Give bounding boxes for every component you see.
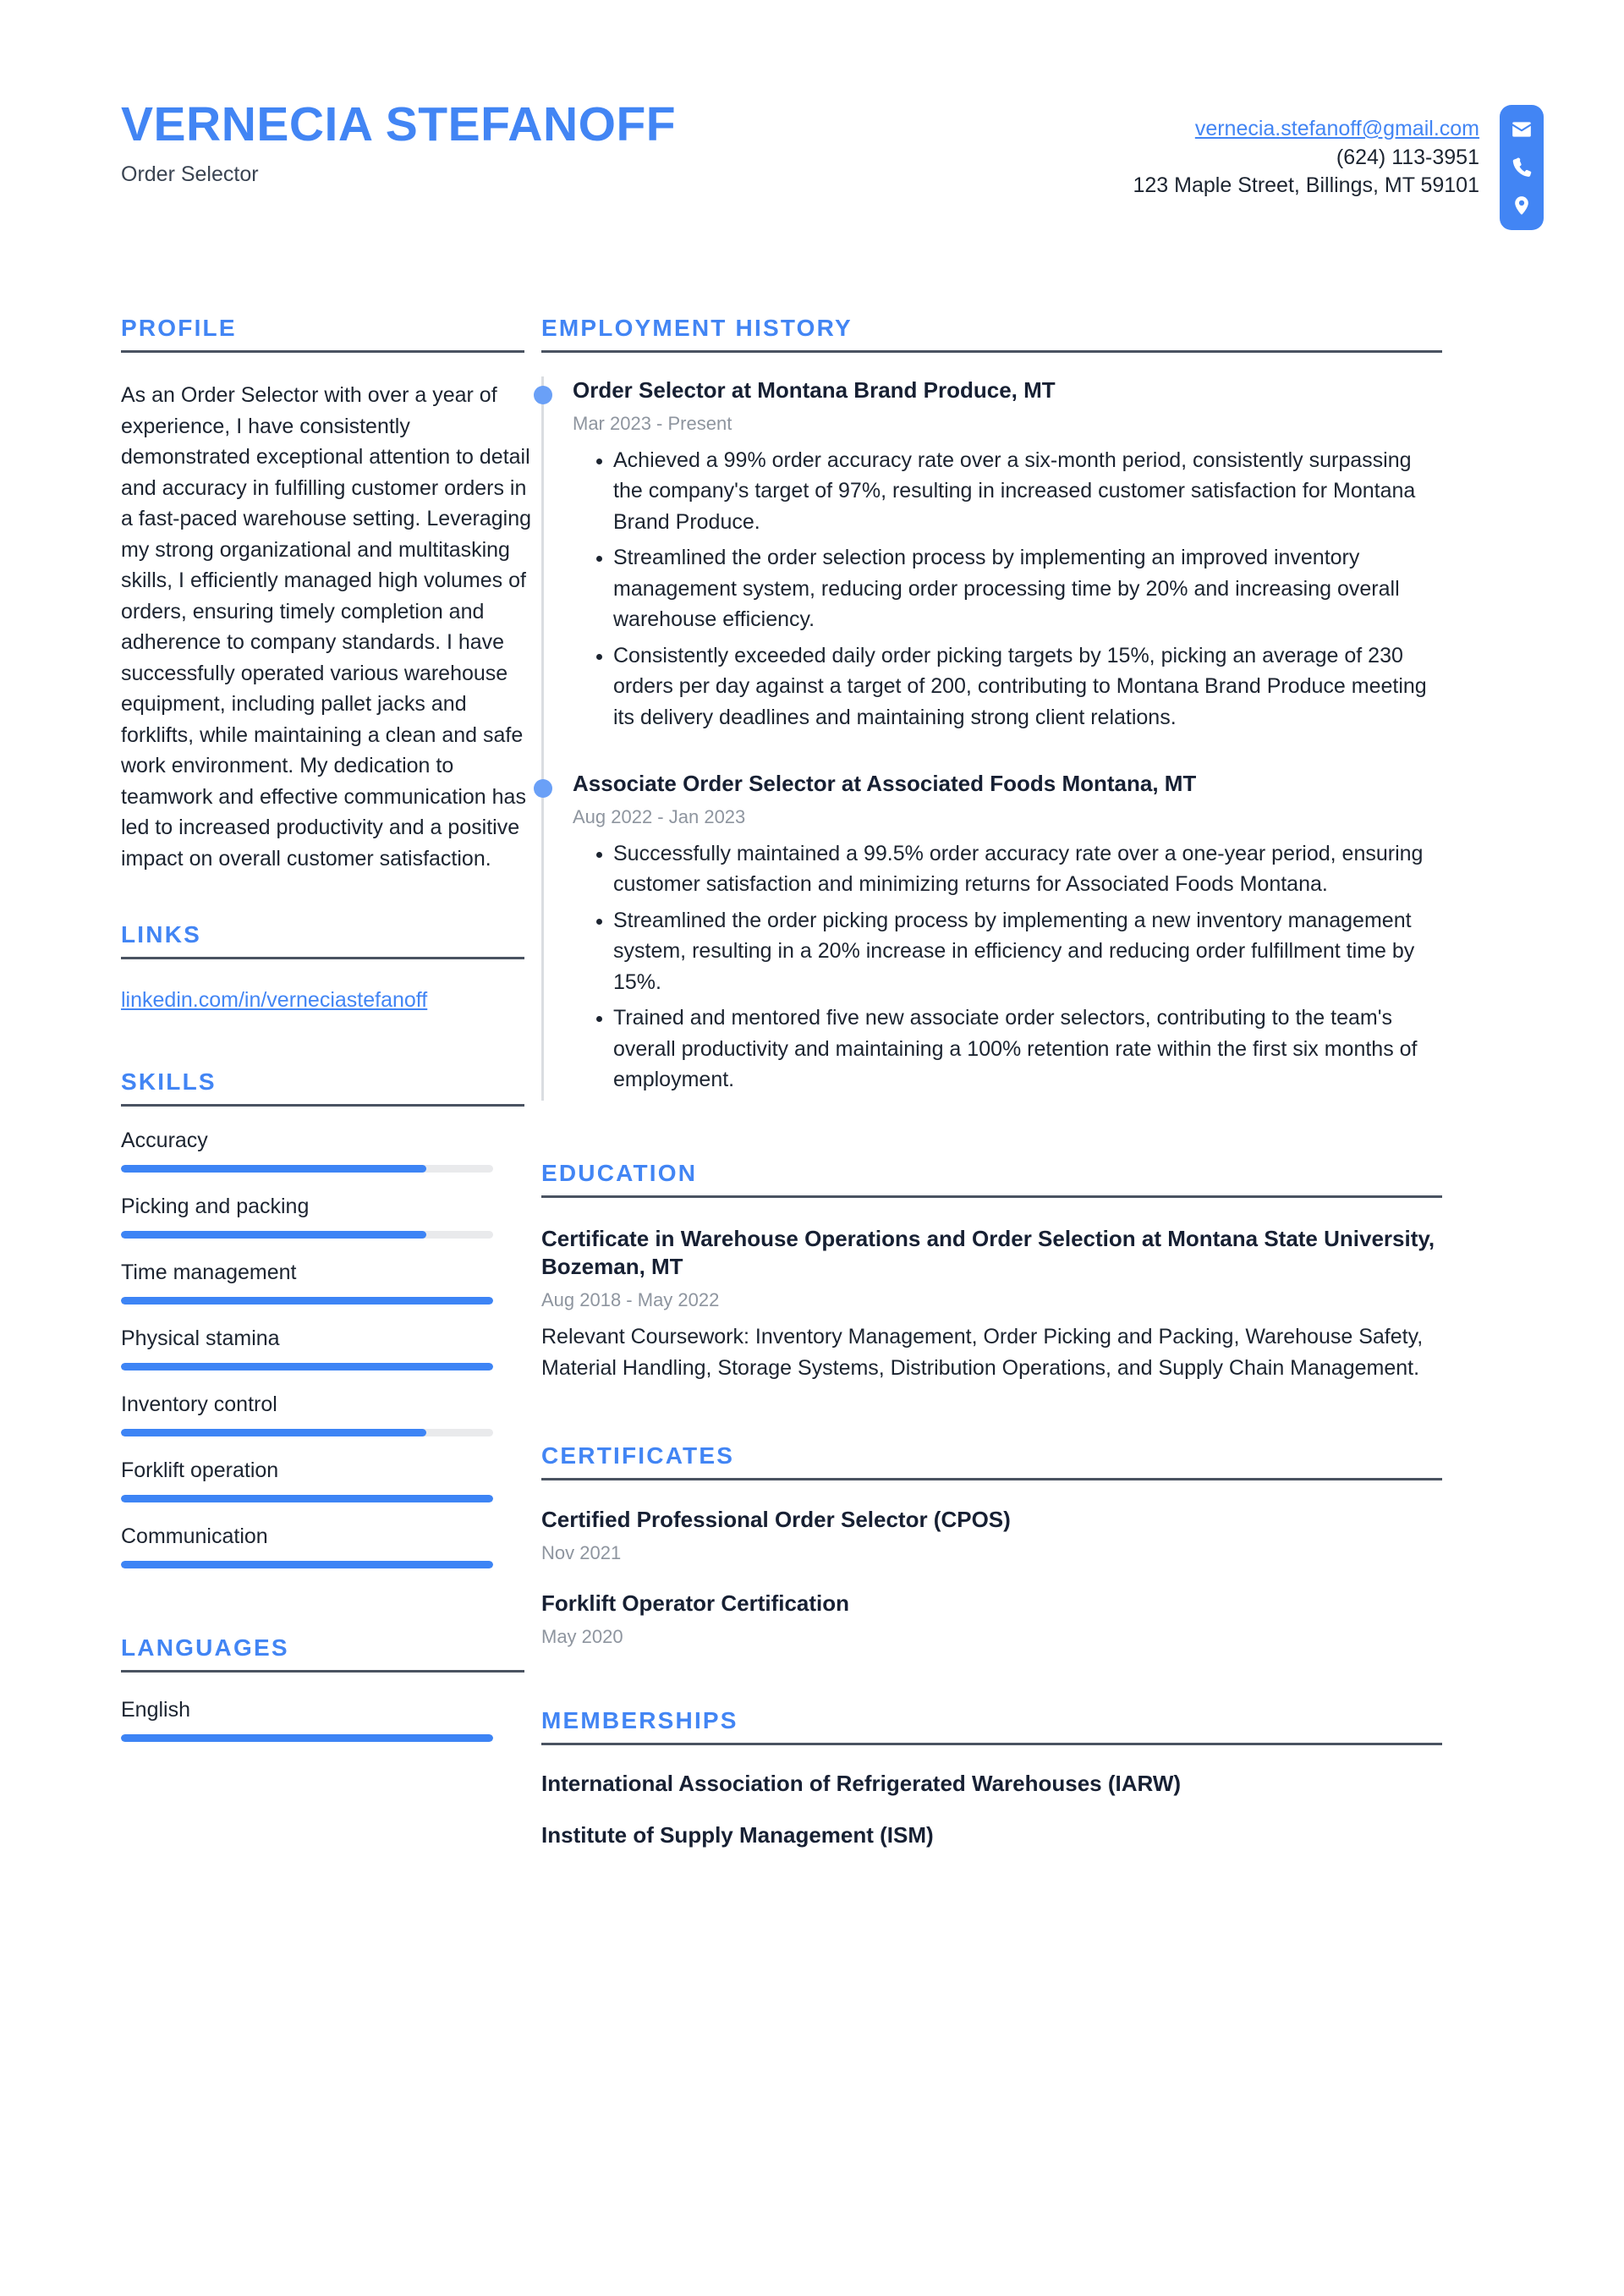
skill-label: Inventory control xyxy=(121,1392,277,1416)
contact-block xyxy=(1133,100,1624,230)
employment-bullets xyxy=(573,838,1442,1096)
location-pin-icon xyxy=(1511,195,1533,217)
level-meter-fill xyxy=(121,1495,493,1502)
level-meter-fill xyxy=(121,1429,426,1436)
section-divider xyxy=(541,1195,1442,1198)
level-meter-track xyxy=(121,1734,493,1742)
phone-text: (624) 113-3951 xyxy=(1336,145,1479,169)
address-text: 123 Maple Street, Billings, MT 59101 xyxy=(1133,173,1479,197)
section-divider xyxy=(541,350,1442,353)
education-date: Aug 2018 - May 2022 xyxy=(541,1289,720,1311)
certificate-date: May 2020 xyxy=(541,1625,623,1647)
certificate-title: Certified Professional Order Selector (CPOS) xyxy=(541,1507,1011,1533)
employment-timeline xyxy=(541,376,1442,1101)
section-divider xyxy=(121,957,524,959)
list-item: • Streamlined the order selection process by implementing an improved inventory management system, reducing order processing time by 20% and increasing overall warehouse efficiency. xyxy=(613,542,1442,635)
list-item: • Achieved a 99% order accuracy rate over a six-month period, consistently surpassing the company's target of 97%, resulting in increased customer satisfaction for Montana Brand Produce. xyxy=(613,445,1442,538)
education-description: Relevant Coursework: Inventory Management, Order Picking and Packing, Warehouse Safety, Material Handling, Storage Systems, Distribution Operations, and Supply Chain Management. xyxy=(541,1325,1424,1380)
memberships-list xyxy=(541,1771,1442,1848)
section-divider xyxy=(121,1104,524,1107)
education-entry xyxy=(541,1225,1442,1384)
employment-section xyxy=(541,315,1442,1101)
skills-section xyxy=(121,1068,524,1568)
resume-body xyxy=(0,230,1624,1848)
list-item xyxy=(121,1129,524,1173)
level-meter-fill xyxy=(121,1231,426,1239)
certificate-title: Forklift Operator Certification xyxy=(541,1590,850,1616)
certificates-list xyxy=(541,1506,1442,1648)
employment-date: Mar 2023 - Present xyxy=(573,412,732,434)
level-meter-track xyxy=(121,1495,493,1502)
employment-entry xyxy=(544,376,1442,738)
languages-heading: LANGUAGES xyxy=(121,1634,289,1661)
list-item xyxy=(121,1261,524,1305)
page-title: VERNECIA STEFANOFF xyxy=(121,97,677,151)
level-meter-fill xyxy=(121,1561,493,1568)
level-meter-fill xyxy=(121,1363,493,1370)
employment-date: Aug 2022 - Jan 2023 xyxy=(573,805,746,827)
skill-label: Time management xyxy=(121,1261,297,1284)
envelope-icon xyxy=(1511,118,1533,140)
list-item: • Trained and mentored five new associate order selectors, contributing to the team's overall productivity and maintaining a 100% retention rate within the first six months of employment. xyxy=(613,1002,1442,1096)
list-item: • Consistently exceeded daily order picking targets by 15%, picking an average of 230 orders per day against a target of 200, contributing to Montana Brand Produce meeting its delivery deadlines and maintaining strong client relations. xyxy=(613,640,1442,733)
list-item xyxy=(121,1327,524,1370)
skill-label: Physical stamina xyxy=(121,1327,280,1350)
list-item: • Streamlined the order picking process by implementing a new inventory management system, resulting in a 20% increase in efficiency and reducing order fulfillment time by 15%. xyxy=(613,905,1442,998)
level-meter-track xyxy=(121,1231,493,1239)
languages-section xyxy=(121,1634,524,1742)
certificate-entry xyxy=(541,1590,1442,1648)
identity-block xyxy=(0,97,677,187)
contact-lines xyxy=(1133,100,1501,200)
list-item xyxy=(121,1195,524,1239)
section-divider xyxy=(541,1478,1442,1480)
level-meter-track xyxy=(121,1363,493,1370)
level-meter-fill xyxy=(121,1734,493,1742)
membership-title: International Association of Refrigerated Warehouses (IARW) xyxy=(541,1770,1182,1796)
skills-heading: SKILLS xyxy=(121,1068,217,1095)
section-divider xyxy=(541,1743,1442,1745)
profile-text: As an Order Selector with over a year of experience, I have consistently demonstrated exceptional attention to detail and accuracy in fulfilling customer orders in a fast-paced warehouse setting. Leveraging my strong organizational and multitasking skills, I efficiently managed high volumes of orders, ensuring timely completion and adherence to company standards. I have successfully operated various warehouse equipment, including pallet jacks and forklifts, while maintaining a clean and safe work environment. My dedication to teamwork and effective communication has led to increased productivity and a positive impact on overall customer satisfaction. xyxy=(121,383,532,871)
list-item xyxy=(121,1524,524,1568)
education-section xyxy=(541,1160,1442,1384)
employment-title: Order Selector at Montana Brand Produce, MT xyxy=(573,377,1056,403)
membership-entry xyxy=(541,1822,1442,1848)
certificate-entry xyxy=(541,1506,1442,1564)
memberships-heading: MEMBERSHIPS xyxy=(541,1706,738,1733)
level-meter-track xyxy=(121,1165,493,1173)
employment-bullets xyxy=(573,445,1442,733)
phone-icon xyxy=(1511,157,1533,179)
memberships-section xyxy=(541,1707,1442,1848)
profile-section xyxy=(121,315,532,874)
contact-icon-rail xyxy=(1500,105,1544,230)
language-label: English xyxy=(121,1698,190,1722)
timeline-dot-icon xyxy=(534,386,552,404)
list-item xyxy=(121,1698,524,1742)
certificate-date: Nov 2021 xyxy=(541,1541,622,1563)
skill-label: Communication xyxy=(121,1524,268,1548)
certificates-heading: CERTIFICATES xyxy=(541,1442,735,1469)
profile-heading: PROFILE xyxy=(121,315,237,341)
level-meter-fill xyxy=(121,1297,493,1305)
job-title: Order Selector xyxy=(121,162,259,186)
timeline-dot-icon xyxy=(534,779,552,798)
employment-entry xyxy=(544,770,1442,1101)
resume-header xyxy=(0,0,1624,230)
level-meter-track xyxy=(121,1561,493,1568)
membership-entry xyxy=(541,1771,1442,1797)
skill-label: Forklift operation xyxy=(121,1458,279,1482)
section-divider xyxy=(121,350,524,353)
skill-label: Picking and packing xyxy=(121,1195,310,1218)
education-heading: EDUCATION xyxy=(541,1159,698,1186)
level-meter-track xyxy=(121,1297,493,1305)
skills-list xyxy=(121,1129,524,1568)
membership-title: Institute of Supply Management (ISM) xyxy=(541,1821,934,1848)
list-item xyxy=(121,1392,524,1436)
left-column xyxy=(0,315,532,1742)
link-item-linkedin[interactable] xyxy=(121,988,524,1013)
level-meter-track xyxy=(121,1429,493,1436)
languages-list xyxy=(121,1698,524,1742)
list-item: • Successfully maintained a 99.5% order accuracy rate over a one-year period, ensuring customer satisfaction and minimizing returns for Associated Foods Montana. xyxy=(613,838,1442,900)
links-section xyxy=(121,921,524,1013)
employment-heading: EMPLOYMENT HISTORY xyxy=(541,315,853,341)
education-list xyxy=(541,1225,1442,1384)
right-column xyxy=(524,315,1522,1848)
links-heading: LINKS xyxy=(121,921,201,948)
email-link[interactable]: vernecia.stefanoff@gmail.com xyxy=(1194,117,1479,140)
section-divider xyxy=(121,1670,524,1673)
education-title: Certificate in Warehouse Operations and Order Selection at Montana State University, Bozeman, MT xyxy=(541,1225,1435,1280)
link-label: linkedin.com/in/verneciastefanoff xyxy=(121,988,428,1012)
certificates-section xyxy=(541,1442,1442,1648)
level-meter-fill xyxy=(121,1165,426,1173)
list-item xyxy=(121,1458,524,1502)
skill-label: Accuracy xyxy=(121,1129,208,1152)
employment-title: Associate Order Selector at Associated Foods Montana, MT xyxy=(573,771,1197,796)
